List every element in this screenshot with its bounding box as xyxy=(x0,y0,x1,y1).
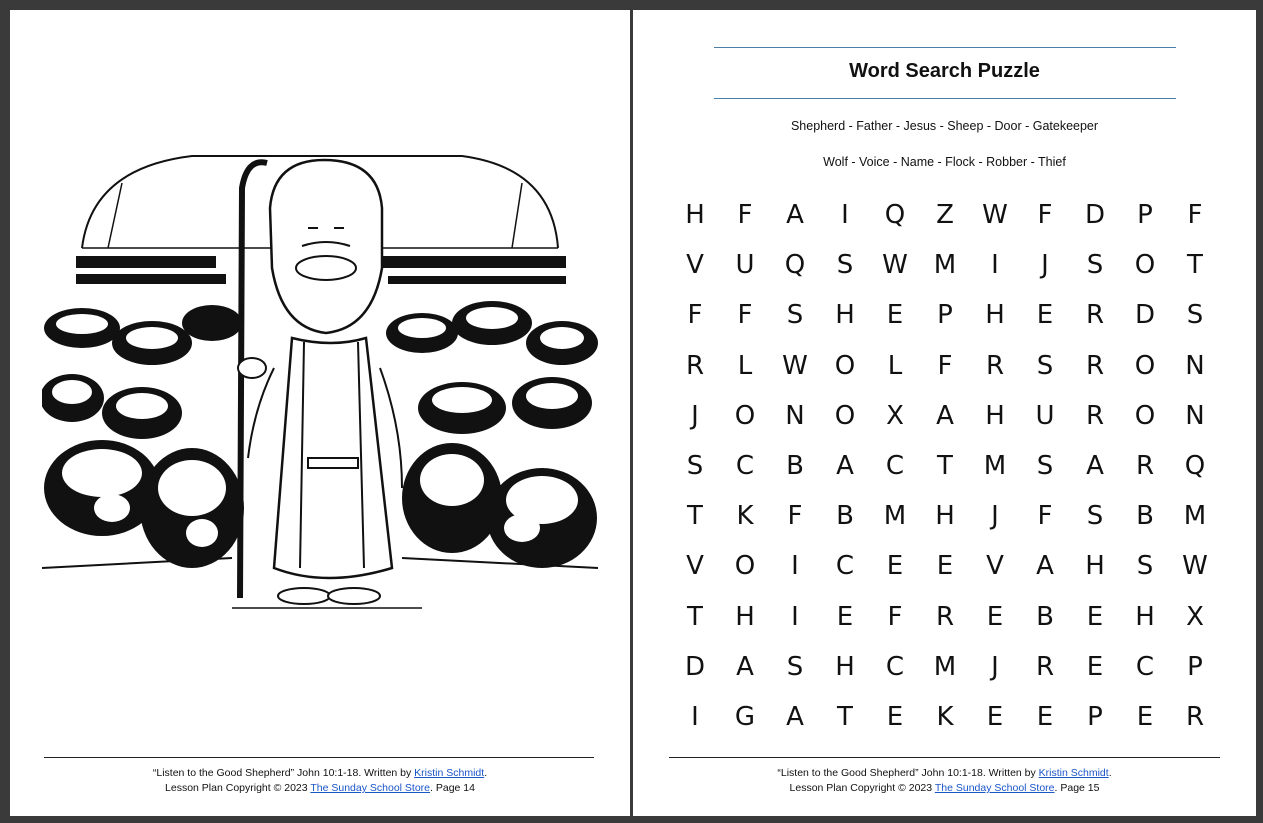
grid-letter[interactable]: T xyxy=(687,601,703,632)
grid-letter[interactable]: H xyxy=(1135,601,1155,632)
grid-letter[interactable]: J xyxy=(1041,250,1049,281)
grid-letter[interactable]: S xyxy=(786,651,804,682)
grid-letter[interactable]: F xyxy=(937,350,953,381)
grid-letter[interactable]: V xyxy=(686,551,704,582)
page-number: . Page 14 xyxy=(430,782,475,794)
grid-letter[interactable]: S xyxy=(786,300,804,331)
grid-letter[interactable]: E xyxy=(886,551,904,582)
word-list-line-1: Shepherd - Father - Jesus - Sheep - Door - Gatekeeper xyxy=(790,119,1099,133)
footer-copyright-text: Lesson Plan Copyright © 2023 xyxy=(789,782,935,794)
shepherd-with-sheep-icon xyxy=(42,128,598,628)
grid-letter[interactable]: S xyxy=(1086,501,1104,532)
page-footer xyxy=(10,766,630,796)
grid-letter[interactable]: W xyxy=(982,200,1008,231)
footer-line-1 xyxy=(10,766,630,781)
grid-letter[interactable]: I xyxy=(791,551,799,582)
grid-letter[interactable]: J xyxy=(991,501,999,532)
grid-letter[interactable]: S xyxy=(1086,250,1104,281)
grid-letter[interactable]: O xyxy=(734,551,756,582)
grid-letter[interactable]: I xyxy=(691,701,699,732)
grid-letter[interactable]: F xyxy=(887,601,903,632)
grid-letter[interactable]: C xyxy=(835,551,855,582)
grid-letter[interactable]: H xyxy=(735,601,755,632)
footer-divider xyxy=(669,757,1220,758)
grid-letter[interactable]: E xyxy=(1086,601,1104,632)
grid-letter[interactable]: J xyxy=(691,400,699,431)
grid-letter[interactable]: D xyxy=(684,651,706,682)
grid-letter[interactable]: E xyxy=(886,701,904,732)
puzzle-title: Word Search Puzzle xyxy=(849,60,1040,82)
grid-letter[interactable]: P xyxy=(937,300,953,331)
grid-letter[interactable]: R xyxy=(1035,651,1055,682)
grid-letter[interactable]: H xyxy=(985,400,1005,431)
grid-letter[interactable]: K xyxy=(936,701,954,732)
grid-letter[interactable]: R xyxy=(935,601,955,632)
footer-period: . xyxy=(484,767,488,779)
grid-letter[interactable]: E xyxy=(836,601,854,632)
grid-letter[interactable]: S xyxy=(1036,350,1054,381)
grid-letter[interactable]: P xyxy=(1137,200,1153,231)
footer-period: . xyxy=(1108,767,1112,779)
footer-line-1 xyxy=(633,766,1256,781)
grid-letter[interactable]: I xyxy=(791,601,799,632)
grid-letter[interactable]: S xyxy=(1186,300,1204,331)
word-search-grid[interactable] xyxy=(670,190,1220,742)
grid-letter[interactable]: H xyxy=(1085,551,1105,582)
grid-letter[interactable]: S xyxy=(836,250,854,281)
grid-letter[interactable]: C xyxy=(735,451,755,482)
grid-letter[interactable]: T xyxy=(837,701,853,732)
grid-letter[interactable]: G xyxy=(734,701,756,732)
title-top-rule xyxy=(714,47,1176,48)
grid-letter[interactable]: R xyxy=(1085,400,1105,431)
grid-letter[interactable]: R xyxy=(1185,701,1205,732)
good-shepherd-illustration xyxy=(42,128,598,628)
grid-letter[interactable]: E xyxy=(936,551,954,582)
grid-letter[interactable]: V xyxy=(686,250,704,281)
grid-letter[interactable]: R xyxy=(1085,350,1105,381)
grid-letter[interactable]: F xyxy=(737,300,753,331)
grid-letter[interactable]: E xyxy=(1036,701,1054,732)
grid-letter[interactable]: E xyxy=(886,300,904,331)
grid-letter[interactable]: O xyxy=(1134,250,1156,281)
footer-divider xyxy=(44,757,594,758)
grid-letter[interactable]: X xyxy=(886,400,904,431)
grid-letter[interactable]: U xyxy=(735,250,755,281)
grid-letter[interactable]: W xyxy=(882,250,908,281)
author-link[interactable]: Kristin Schmidt xyxy=(1038,767,1109,779)
grid-letter[interactable]: B xyxy=(1136,501,1154,532)
grid-letter[interactable]: S xyxy=(1136,551,1154,582)
grid-letter[interactable]: T xyxy=(1187,250,1203,281)
grid-letter[interactable]: F xyxy=(1037,501,1053,532)
grid-letter[interactable]: P xyxy=(1087,701,1103,732)
grid-letter[interactable]: M xyxy=(983,451,1007,482)
grid-letter[interactable]: S xyxy=(1036,451,1054,482)
grid-letter[interactable]: A xyxy=(786,200,804,231)
grid-letter[interactable]: F xyxy=(787,501,803,532)
grid-letter[interactable]: Z xyxy=(936,200,954,231)
grid-letter[interactable]: C xyxy=(1135,651,1155,682)
grid-letter[interactable]: E xyxy=(1086,651,1104,682)
page-number: . Page 15 xyxy=(1054,782,1100,794)
footer-line-2 xyxy=(10,781,630,796)
grid-letter[interactable]: A xyxy=(1086,451,1104,482)
grid-letter[interactable]: B xyxy=(836,501,854,532)
grid-letter[interactable]: P xyxy=(1187,651,1203,682)
grid-letter[interactable]: A xyxy=(836,451,854,482)
grid-letter[interactable]: A xyxy=(786,701,804,732)
grid-letter[interactable]: D xyxy=(1134,300,1156,331)
grid-letter[interactable]: D xyxy=(1084,200,1106,231)
grid-letter[interactable]: O xyxy=(834,400,856,431)
title-bottom-rule xyxy=(714,98,1176,99)
footer-line-2 xyxy=(633,781,1256,796)
grid-letter[interactable]: E xyxy=(1036,300,1054,331)
grid-letter[interactable]: C xyxy=(885,451,905,482)
grid-letter[interactable]: Q xyxy=(884,200,906,231)
grid-letter[interactable]: H xyxy=(935,501,955,532)
grid-letter[interactable]: C xyxy=(885,651,905,682)
grid-letter[interactable]: R xyxy=(1135,451,1155,482)
store-link[interactable]: The Sunday School Store xyxy=(310,782,431,794)
footer-copyright-text: Lesson Plan Copyright © 2023 xyxy=(165,782,311,794)
grid-letter[interactable]: O xyxy=(734,400,756,431)
grid-letter[interactable]: M xyxy=(933,250,957,281)
grid-letter[interactable]: M xyxy=(883,501,907,532)
grid-letter[interactable]: F xyxy=(687,300,703,331)
store-link[interactable]: The Sunday School Store xyxy=(934,782,1055,794)
grid-letter[interactable]: K xyxy=(736,501,754,532)
footer-citation-text: “Listen to the Good Shepherd” John 10:1-18. Written by xyxy=(152,767,415,779)
grid-letter[interactable]: E xyxy=(986,601,1004,632)
grid-letter[interactable]: A xyxy=(736,651,754,682)
grid-letter[interactable]: F xyxy=(1037,200,1053,231)
grid-letter[interactable]: B xyxy=(786,451,804,482)
grid-letter[interactable]: Q xyxy=(784,250,806,281)
grid-letter[interactable]: F xyxy=(1187,200,1203,231)
grid-letter[interactable]: F xyxy=(737,200,753,231)
grid-letter[interactable]: Q xyxy=(1184,451,1206,482)
grid-letter[interactable]: R xyxy=(685,350,705,381)
right-page xyxy=(633,10,1256,816)
grid-letter[interactable]: M xyxy=(1183,501,1207,532)
grid-letter[interactable]: I xyxy=(991,250,999,281)
grid-letter[interactable]: N xyxy=(1185,400,1205,431)
grid-letter[interactable]: O xyxy=(1134,400,1156,431)
grid-letter[interactable]: V xyxy=(986,551,1004,582)
grid-letter[interactable]: O xyxy=(834,350,856,381)
footer-citation-text: “Listen to the Good Shepherd” John 10:1-18. Written by xyxy=(777,767,1039,779)
grid-letter[interactable]: L xyxy=(737,350,753,381)
grid-letter[interactable]: L xyxy=(887,350,903,381)
word-list-line-2: Wolf - Voice - Name - Flock - Robber - Thief xyxy=(823,155,1066,169)
grid-letter[interactable]: E xyxy=(1136,701,1154,732)
grid-letter[interactable]: W xyxy=(1182,551,1208,582)
grid-letter[interactable]: S xyxy=(686,451,704,482)
grid-letter[interactable]: N xyxy=(785,400,805,431)
grid-letter[interactable]: O xyxy=(1134,350,1156,381)
grid-letter[interactable]: J xyxy=(991,651,999,682)
grid-letter[interactable]: N xyxy=(1185,350,1205,381)
grid-letter[interactable]: H xyxy=(835,651,855,682)
grid-letter[interactable]: H xyxy=(685,200,705,231)
grid-letter[interactable]: I xyxy=(841,200,849,231)
left-page xyxy=(10,10,630,816)
grid-letter[interactable]: R xyxy=(1085,300,1105,331)
grid-letter[interactable]: T xyxy=(937,451,953,482)
grid-letter[interactable]: H xyxy=(985,300,1005,331)
page-footer xyxy=(633,766,1256,796)
author-link[interactable]: Kristin Schmidt xyxy=(414,767,485,779)
grid-letter[interactable]: B xyxy=(1036,601,1054,632)
grid-letter[interactable]: T xyxy=(687,501,703,532)
grid-letter[interactable]: R xyxy=(985,350,1005,381)
grid-letter[interactable]: A xyxy=(1036,551,1054,582)
grid-letter[interactable]: M xyxy=(933,651,957,682)
grid-letter[interactable]: W xyxy=(782,350,808,381)
grid-letter[interactable]: A xyxy=(936,400,954,431)
grid-letter[interactable]: E xyxy=(986,701,1004,732)
grid-letter[interactable]: H xyxy=(835,300,855,331)
grid-letter[interactable]: X xyxy=(1186,601,1204,632)
grid-letter[interactable]: U xyxy=(1035,400,1055,431)
